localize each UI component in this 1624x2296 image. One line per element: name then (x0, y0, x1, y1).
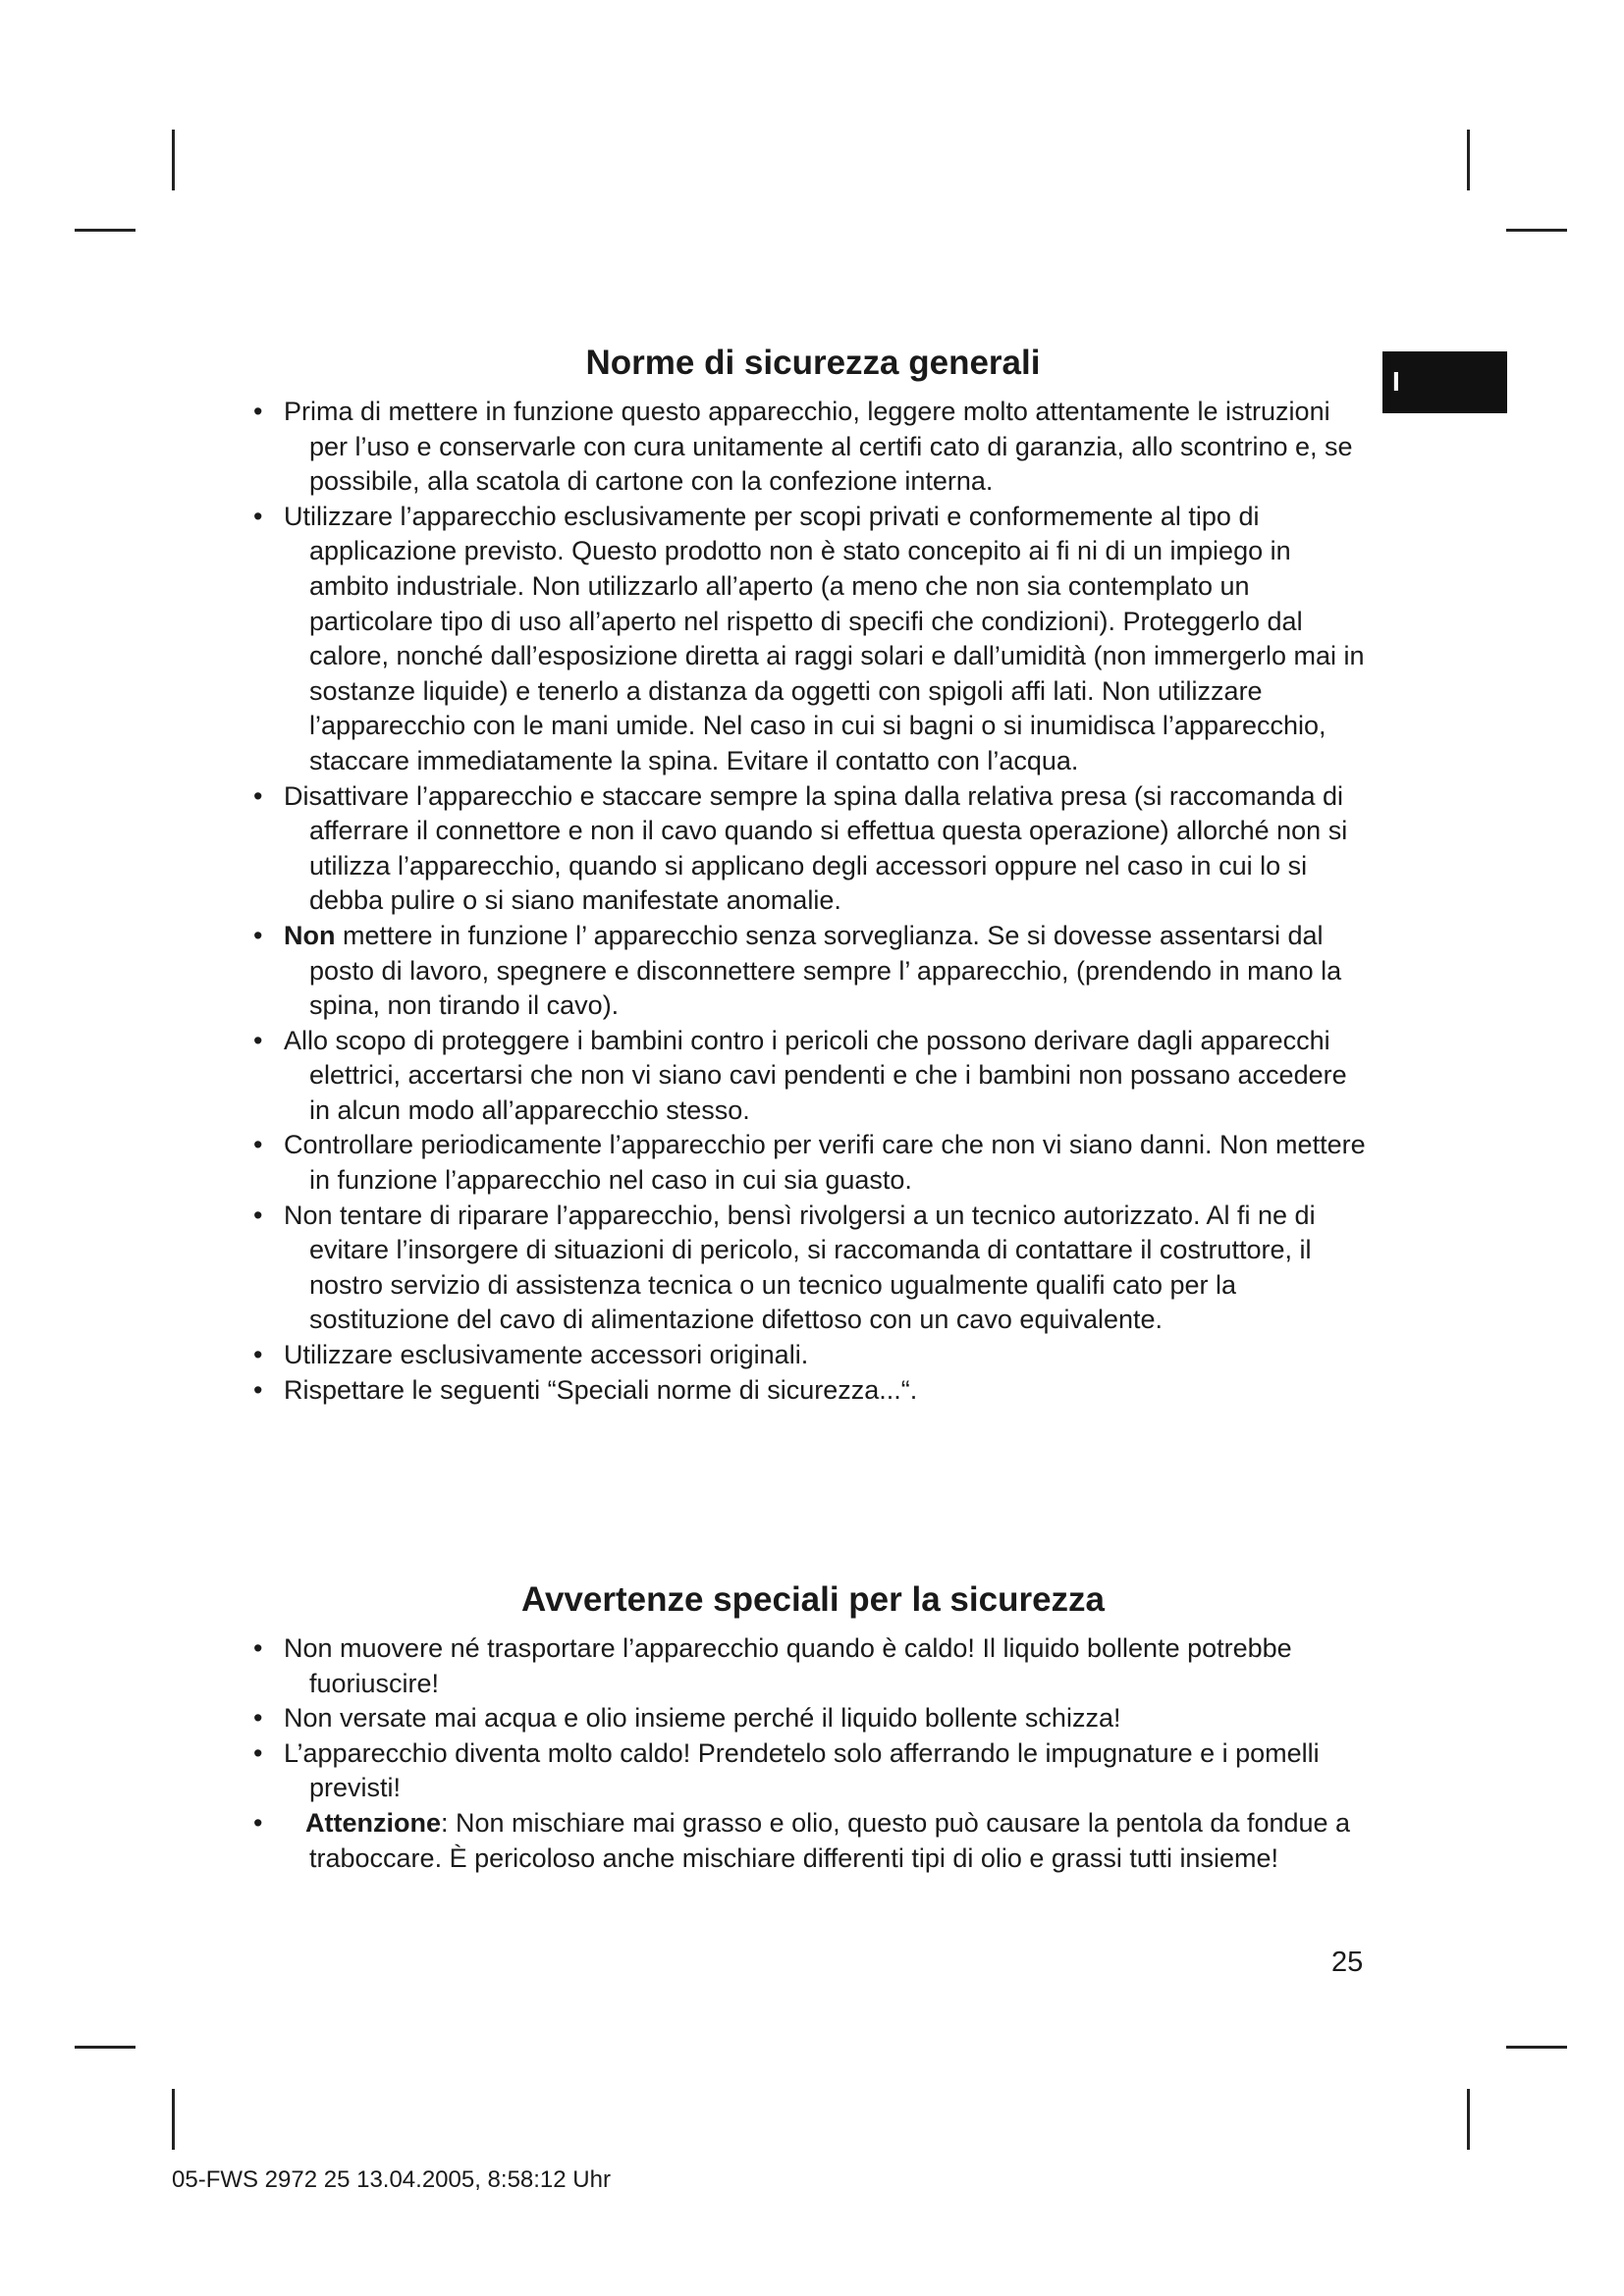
list-item-text (284, 395, 1373, 500)
item-text: Non tentare di riparare l’apparecchio, bensì rivolgersi a un tecnico autorizzato. Al fi ne di evitare l’insorgere di situazioni di pericolo, si raccomanda di contattare il costruttore, il nostro servizio di assistenza tecnica o un tecnico ugualmente qualifi cato per la sostituzione del cavo di alimentazione difettoso con un cavo equivalente. (284, 1200, 1316, 1335)
crop-mark-bottom-left-horizontal (75, 2046, 135, 2049)
bullet-icon: • (253, 1130, 263, 1160)
bullet-icon: • (253, 1703, 263, 1734)
item-text: Controllare periodicamente l’apparecchio per verifi care che non vi siano danni. Non mettere in funzione l’apparecchio nel caso in cui sia guasto. (284, 1130, 1366, 1196)
list-item-text (284, 1199, 1373, 1338)
list-item-text (284, 1373, 1373, 1409)
list-item-text (284, 1128, 1373, 1198)
general-safety-list (253, 395, 1373, 1408)
list-item-text (284, 500, 1373, 779)
special-safety-section (253, 1576, 1373, 1876)
crop-mark-bottom-right-vertical (1467, 2089, 1470, 2150)
bullet-icon: • (253, 1374, 263, 1405)
emphasis: Attenzione (305, 1807, 441, 1838)
item-text: Utilizzare esclusivamente accessori originali. (284, 1340, 809, 1370)
list-item (253, 395, 1373, 500)
bullet-icon: • (253, 1807, 263, 1838)
list-item (253, 919, 1373, 1024)
item-text: Prima di mettere in funzione questo apparecchio, leggere molto attentamente le istruzioni per l’uso e conservarle con cura unitamente al certifi cato di garanzia, allo scontrino e, se possibile, alla scatola di cartone con la confezione interna. (284, 397, 1353, 497)
item-text: Rispettare le seguenti “Speciali norme di sicurezza...“. (284, 1374, 918, 1405)
bullet-icon: • (253, 501, 263, 531)
bullet-icon: • (253, 397, 263, 426)
list-item-text (284, 1631, 1373, 1701)
item-text: mettere in funzione l’ apparecchio senza sorveglianza. Se si dovesse assentarsi dal posto di lavoro, spegnere e disconnettere sempre l’ apparecchio, (prendendo in mano la spina, non tirando il cavo). (309, 920, 1342, 1021)
list-item (253, 1806, 1373, 1876)
item-text: Non muovere né trasportare l’apparecchio quando è caldo! Il liquido bollente potrebbe fuoriuscire! (284, 1633, 1292, 1698)
list-item (253, 500, 1373, 779)
bullet-icon: • (253, 780, 263, 811)
general-safety-section (253, 340, 1373, 1408)
list-item-text (284, 1736, 1373, 1806)
list-item-text (284, 1338, 1373, 1373)
bullet-icon: • (253, 920, 263, 950)
list-item (253, 1199, 1373, 1338)
bullet-icon: • (253, 1633, 263, 1663)
list-item-text (284, 1806, 1373, 1876)
list-item (253, 1128, 1373, 1198)
bullet-icon: • (253, 1200, 263, 1230)
item-text: Allo scopo di proteggere i bambini contro i pericoli che possono derivare dagli apparecchi elettrici, accertarsi che non vi siano cavi pendenti e che i bambini non possano accedere in alcun modo all’apparecchio stesso. (284, 1025, 1347, 1125)
bullet-icon: • (253, 1737, 263, 1768)
crop-mark-bottom-left-vertical (172, 2089, 175, 2150)
crop-mark-top-right-horizontal (1506, 229, 1567, 232)
special-safety-title: Avvertenze speciali per la sicurezza (520, 1580, 1105, 1619)
list-item (253, 1338, 1373, 1373)
list-item-text (284, 1701, 1373, 1736)
crop-mark-bottom-right-horizontal (1506, 2046, 1567, 2049)
bullet-icon: • (253, 1025, 263, 1055)
list-item-text (284, 779, 1373, 919)
crop-mark-top-left-horizontal (75, 229, 135, 232)
item-text: Disattivare l’apparecchio e staccare sempre la spina dalla relativa presa (si raccomanda di afferrare il connettore e non il cavo quando si effettua questa operazione) allorché non si utilizza l’apparecchio, quando si applicano degli accessori oppure nel caso in cui lo si debba pulire o si siano manifestate anomalie. (284, 780, 1348, 916)
language-tab-label: I (1392, 366, 1400, 397)
general-safety-title: Norme di sicurezza generali (585, 344, 1041, 382)
crop-mark-top-right-vertical (1467, 130, 1470, 190)
list-item-text (284, 919, 1373, 1024)
special-safety-list (253, 1631, 1373, 1876)
crop-mark-top-left-vertical (172, 130, 175, 190)
list-item (253, 1736, 1373, 1806)
list-item (253, 1373, 1373, 1409)
emphasis: Non (284, 920, 336, 950)
list-item-text (284, 1024, 1373, 1129)
list-item (253, 779, 1373, 919)
language-tab (1382, 351, 1507, 413)
page-number: 25 (1331, 1947, 1364, 1978)
print-footer: 05-FWS 2972 25 13.04.2005, 8:58:12 Uhr (172, 2166, 611, 2193)
list-item (253, 1701, 1373, 1736)
item-text: : Non mischiare mai grasso e olio, questo può causare la pentola da fondue a traboccare. È pericoloso anche mischiare differenti tipi di olio e grassi tutti insieme! (309, 1807, 1351, 1873)
list-item (253, 1024, 1373, 1129)
bullet-icon: • (253, 1340, 263, 1370)
item-text: Utilizzare l’apparecchio esclusivamente per scopi privati e conformemente al tipo di applicazione previsto. Questo prodotto non è stato concepito ai fi ni di un impiego in ambito industriale. Non utilizzarlo all’aperto (a meno che non sia contemplato un particolare tipo di uso all’aperto nel rispetto di specifi che condizioni). Proteggerlo dal calore, nonché dall’esposizione diretta ai raggi solari e dall’umidità (non immergerlo mai in sostanze liquide) e tenerlo a distanza da oggetti con spigoli affi lati. Non utilizzare l’apparecchio con le mani umide. Nel caso in cui si bagni o si inumidisca l’apparecchio, staccare immediatamente la spina. Evitare il contatto con l’acqua. (284, 501, 1365, 775)
list-item (253, 1631, 1373, 1701)
item-text: Non versate mai acqua e olio insieme perché il liquido bollente schizza! (284, 1703, 1121, 1734)
item-text: L’apparecchio diventa molto caldo! Prendetelo solo afferrando le impugnature e i pomelli previsti! (284, 1737, 1320, 1803)
